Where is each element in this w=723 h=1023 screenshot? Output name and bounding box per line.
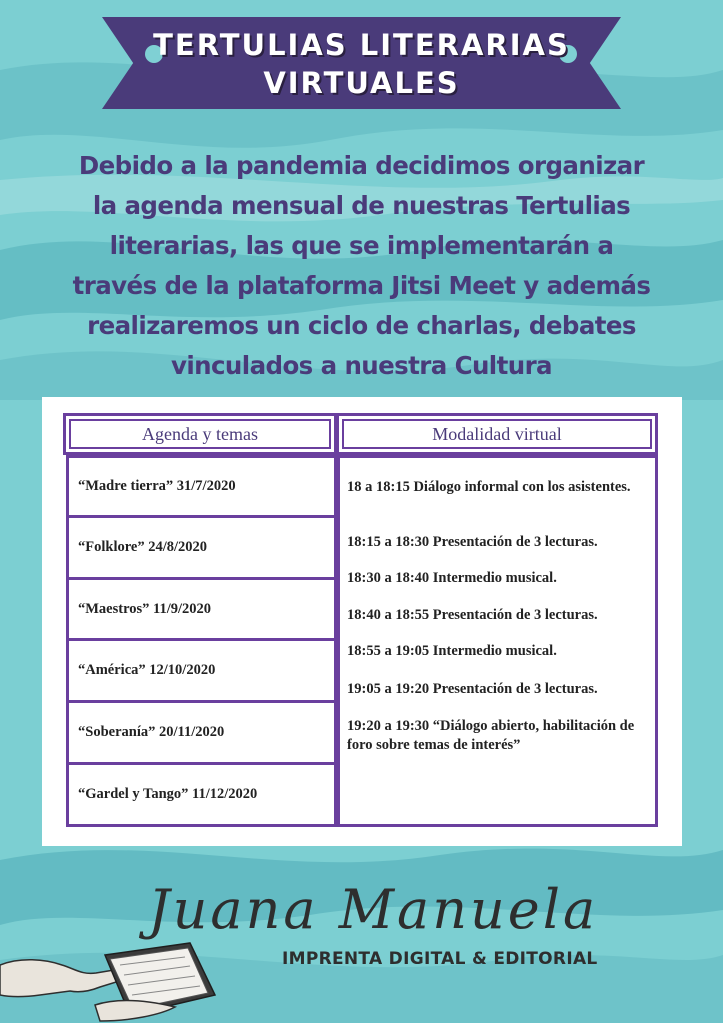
modalidad-column (337, 455, 658, 827)
modalidad-item: 18:30 a 18:40 Intermedio musical. (347, 570, 557, 586)
banner-title-line1: TERTULIAS LITERARIAS (153, 28, 570, 62)
header-agenda: Agenda y temas (69, 419, 331, 449)
agenda-row: “Gardel y Tango” 11/12/2020 (66, 762, 337, 827)
intro-paragraph (30, 146, 693, 386)
brand-name: Juana Manuela (148, 878, 599, 941)
brand-subtitle: IMPRENTA DIGITAL & EDITORIAL (282, 949, 598, 969)
modalidad-item: 18 a 18:15 Diálogo informal con los asistentes. (347, 479, 631, 495)
modalidad-item: 18:15 a 18:30 Presentación de 3 lecturas. (347, 534, 598, 550)
banner-title-line2: VIRTUALES (263, 66, 460, 100)
agenda-row: “Maestros” 11/9/2020 (66, 577, 337, 641)
hand-holding-book-icon (0, 935, 220, 1023)
modalidad-item: 19:20 a 19:30 “Diálogo abierto, habilitación de foro sobre temas de interés” (347, 718, 635, 753)
agenda-row: “Soberanía” 20/11/2020 (66, 700, 337, 765)
modalidad-item: 18:55 a 19:05 Intermedio musical. (347, 643, 557, 659)
header-agenda-cell (63, 413, 337, 455)
intro-line: Debido a la pandemia decidimos organizar (78, 151, 645, 180)
agenda-row: “Madre tierra” 31/7/2020 (66, 455, 337, 518)
header-modalidad-cell (336, 413, 658, 455)
intro-line: vinculados a nuestra Cultura (171, 351, 552, 380)
modalidad-item: 19:05 a 19:20 Presentación de 3 lecturas. (347, 681, 598, 697)
modalidad-item: 18:40 a 18:55 Presentación de 3 lecturas. (347, 607, 598, 623)
agenda-row: “Folklore” 24/8/2020 (66, 515, 337, 580)
intro-line: realizaremos un ciclo de charlas, debates (87, 311, 636, 340)
banner-title (102, 26, 621, 102)
intro-line: literarias, las que se implementarán a (109, 231, 614, 260)
header-modalidad: Modalidad virtual (342, 419, 652, 449)
intro-line: la agenda mensual de nuestras Tertulias (92, 191, 631, 220)
intro-line: través de la plataforma Jitsi Meet y además (72, 271, 651, 300)
agenda-row: “América” 12/10/2020 (66, 638, 337, 703)
